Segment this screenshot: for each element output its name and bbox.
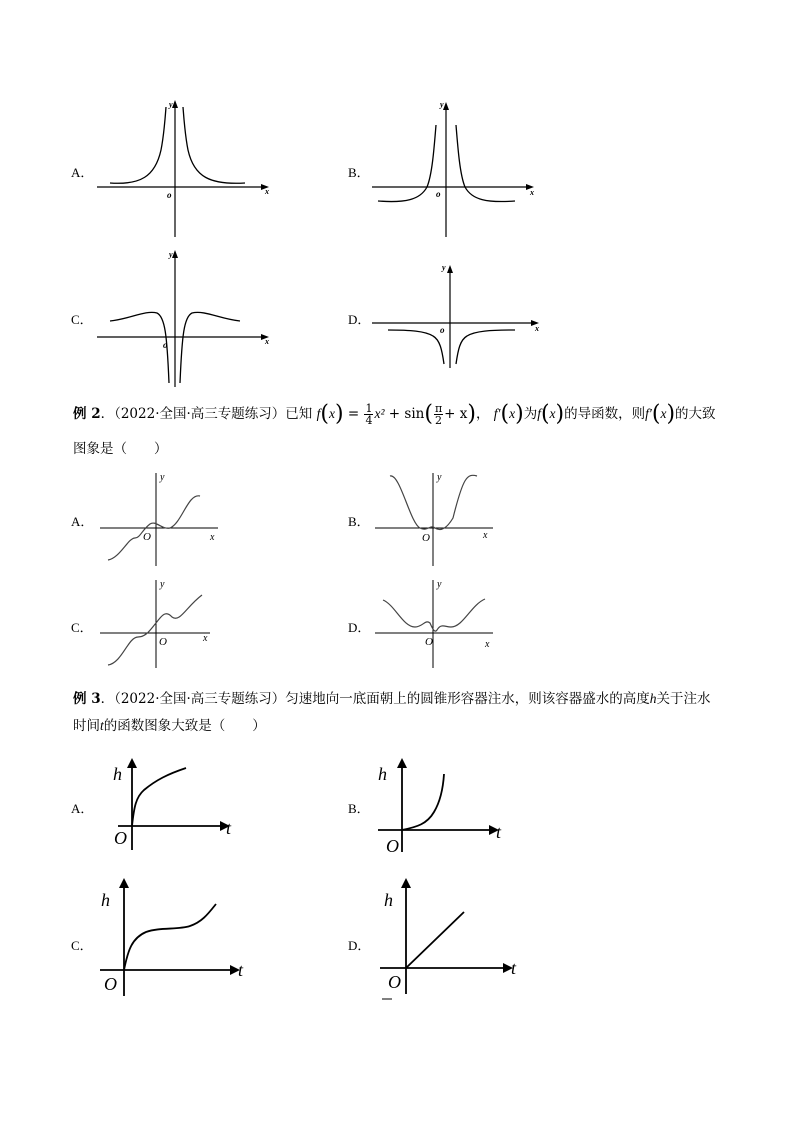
q2-statement: 例 2．（2022·全国·高三专题练习）已知 f(x) = $\frac{1}{4}$ x² + sin( $\frac{\pi}{2}$ + x)， f′(x)为f(x)的导函数，则f′(x)的大致 bbox=[73, 401, 716, 427]
q3b-y-label: h bbox=[378, 764, 387, 784]
q2-option-c-label: C． bbox=[71, 620, 93, 635]
q1b-origin: o bbox=[436, 189, 441, 199]
q2c-y-label: y bbox=[160, 579, 165, 590]
q1a-origin: o bbox=[167, 190, 172, 200]
q2-plus-x: + x bbox=[444, 406, 468, 422]
q2-fprime-1: f′ bbox=[493, 406, 501, 421]
q1b-y-label: y bbox=[440, 100, 444, 109]
q3-option-b-label: B． bbox=[348, 801, 370, 816]
q2c-origin: O bbox=[159, 636, 167, 648]
q3-graph-c bbox=[98, 872, 253, 997]
q2-f: f bbox=[316, 406, 321, 421]
q1b-x-label: x bbox=[530, 188, 534, 197]
q2-comma: ， bbox=[475, 406, 490, 422]
q2-fprime-2: f′ bbox=[645, 406, 652, 421]
q3b-origin: O bbox=[386, 836, 399, 856]
q2-source: ．（2022·全国·高三专题练习）已知 bbox=[100, 406, 313, 422]
q1c-origin: o bbox=[163, 340, 168, 350]
q2c-x-label: x bbox=[203, 633, 208, 644]
q3-statement bbox=[73, 689, 711, 709]
q1a-y-label: y bbox=[169, 100, 173, 109]
q3-line2 bbox=[73, 716, 266, 736]
q2-pi-num: π bbox=[434, 402, 443, 415]
q2-frac-num: 1 bbox=[365, 402, 373, 415]
q3-t: t bbox=[100, 718, 104, 733]
q2-derivative-text: 的导函数，则 bbox=[564, 406, 646, 422]
q2-frac-pi bbox=[434, 403, 443, 426]
q2-option-a-label: A． bbox=[71, 514, 94, 529]
q2-frac-quarter bbox=[364, 403, 373, 426]
q2d-origin: O bbox=[425, 636, 433, 648]
q1a-x-label: x bbox=[265, 187, 269, 196]
q3d-x-label: t bbox=[511, 958, 517, 978]
q2-x2: x² bbox=[374, 406, 385, 421]
q3-line2a: 时间 bbox=[73, 718, 100, 734]
q1-option-a-label: A． bbox=[71, 165, 94, 180]
q3d-y-label: h bbox=[384, 890, 393, 910]
q3c-y-label: h bbox=[101, 890, 110, 910]
q2b-y-label: y bbox=[437, 472, 442, 483]
q1-graph-a bbox=[95, 95, 275, 240]
q2b-origin: O bbox=[422, 532, 430, 544]
q1-graph-d bbox=[370, 260, 545, 370]
q1d-y-label: y bbox=[442, 263, 446, 272]
q3-graph-d bbox=[378, 872, 526, 1002]
q2b-x-label: x bbox=[483, 530, 488, 541]
q2-x-4: x bbox=[660, 406, 667, 421]
q3c-origin: O bbox=[104, 974, 117, 994]
q2-wei: 为 bbox=[523, 406, 538, 422]
q3-line2b: 的函数图象大致是（ ） bbox=[103, 718, 266, 734]
q2-x-2: x bbox=[509, 406, 516, 421]
q3-text2: 关于注水 bbox=[656, 691, 711, 707]
q1-option-d-label: D． bbox=[348, 312, 371, 327]
q3-text1: ．（2022·全国·高三专题练习）匀速地向一底面朝上的圆锥形容器注水，则该容器盛水的高度 bbox=[100, 691, 650, 707]
q2-option-d-label: D． bbox=[348, 620, 371, 635]
q2a-y-label: y bbox=[160, 472, 165, 483]
q1d-x-label: x bbox=[535, 324, 539, 333]
q3c-x-label: t bbox=[238, 960, 244, 980]
q2-sin: + sin bbox=[388, 406, 425, 422]
q3-option-c-label: C． bbox=[71, 938, 93, 953]
q3a-y-label: h bbox=[113, 764, 122, 784]
q1d-origin: o bbox=[440, 325, 445, 335]
q3-option-a-label: A． bbox=[71, 801, 94, 816]
q3-option-d-label: D． bbox=[348, 938, 371, 953]
q3-h: h bbox=[649, 691, 657, 706]
q2-pi-den: 2 bbox=[435, 414, 443, 427]
q2-x: x bbox=[328, 406, 335, 421]
q1-option-c-label: C． bbox=[71, 312, 93, 327]
q2a-origin: O bbox=[143, 531, 151, 543]
q1-option-b-label: B． bbox=[348, 165, 370, 180]
q2-graph-a bbox=[100, 468, 225, 568]
q3-graph-a bbox=[108, 752, 243, 852]
q2a-x-label: x bbox=[210, 532, 215, 543]
q2d-y-label: y bbox=[437, 579, 442, 590]
q1c-x-label: x bbox=[265, 337, 269, 346]
q1-graph-b bbox=[370, 95, 540, 240]
q2-label: 例 2 bbox=[73, 406, 101, 422]
q3a-origin: O bbox=[114, 828, 127, 848]
q2-graph-d bbox=[375, 575, 500, 670]
q2-f-2: f bbox=[537, 406, 541, 421]
q2-option-b-label: B． bbox=[348, 514, 370, 529]
q1c-y-label: y bbox=[169, 250, 173, 259]
q2-frac-den: 4 bbox=[365, 414, 373, 427]
q2-graph-c bbox=[100, 575, 225, 670]
q3-label: 例 3 bbox=[73, 691, 101, 707]
q3d-origin: O bbox=[388, 972, 401, 992]
q2-x-3: x bbox=[549, 406, 556, 421]
q2-graph-b bbox=[375, 468, 500, 568]
q2d-x-label: x bbox=[485, 639, 490, 650]
q2-line2: 图象是（ ） bbox=[73, 441, 168, 457]
q3b-x-label: t bbox=[496, 822, 502, 842]
q1-graph-c bbox=[95, 245, 275, 390]
q2-end1: 的大致 bbox=[675, 406, 716, 422]
q3a-x-label: t bbox=[226, 818, 232, 838]
q3-graph-b bbox=[372, 752, 507, 857]
